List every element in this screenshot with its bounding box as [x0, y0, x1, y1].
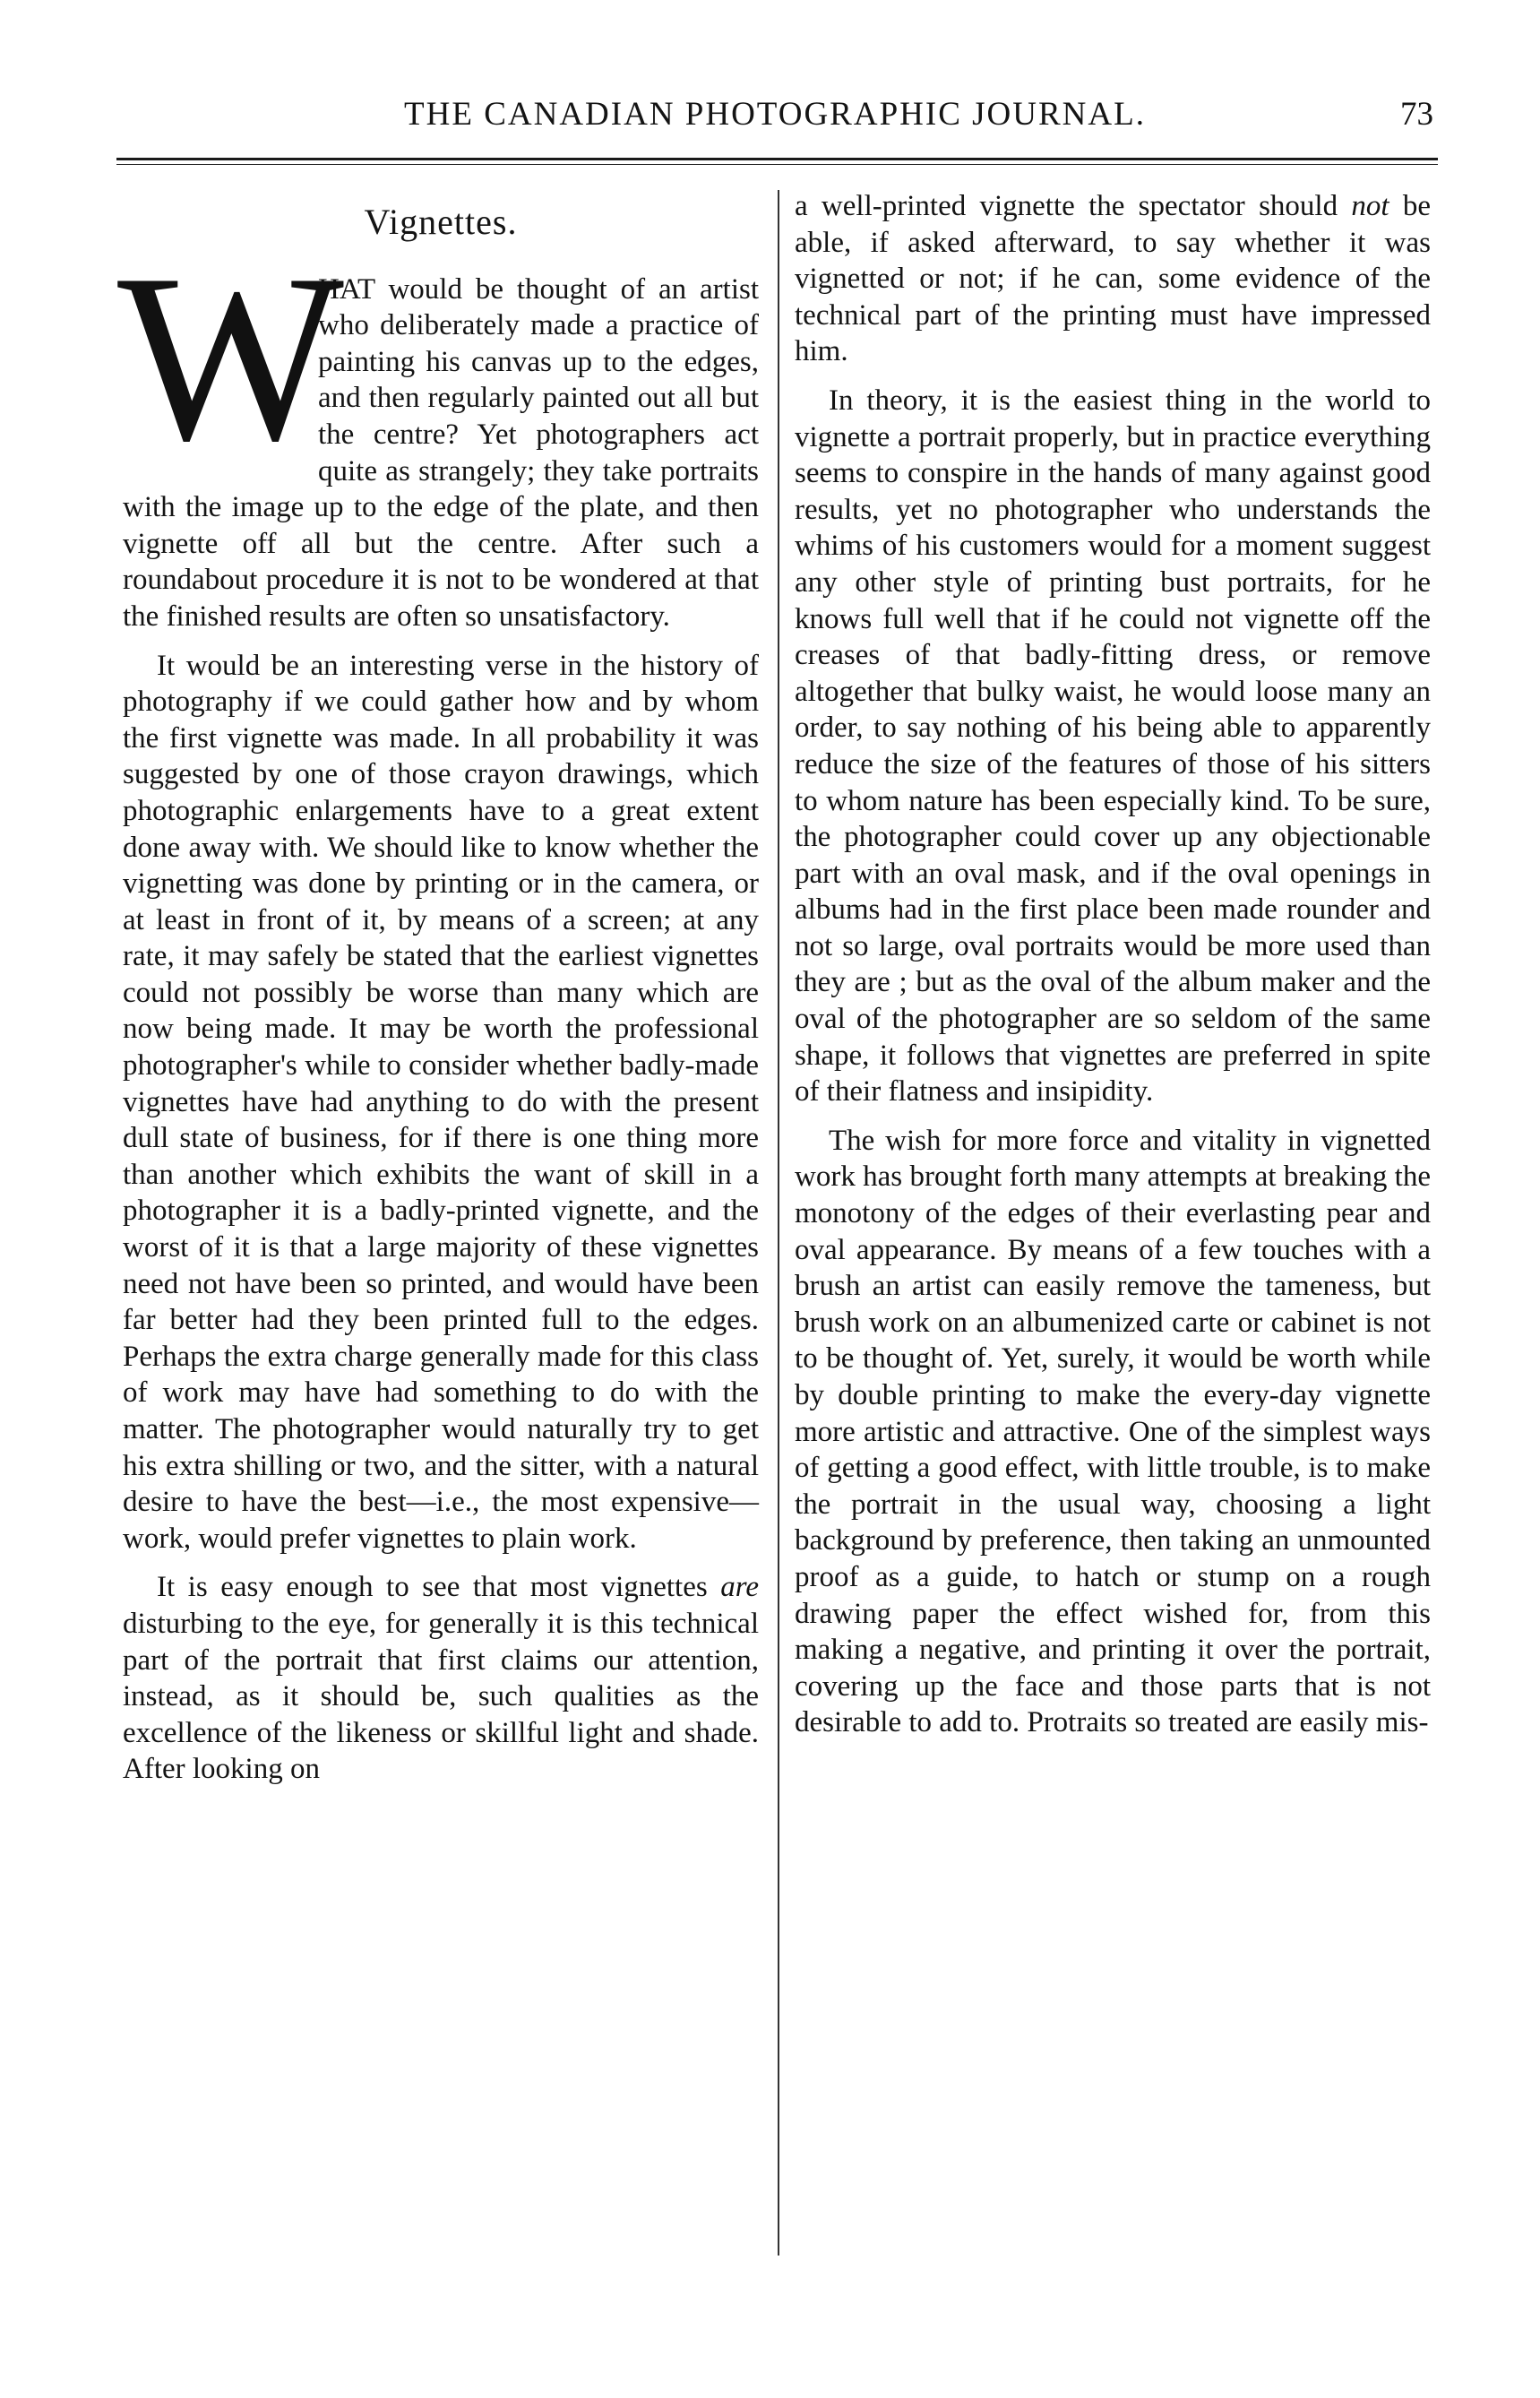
paragraph-4-before: a well-printed vignette the spectator should: [795, 190, 1352, 222]
paragraph-4-after: be able, if asked afterward, to say whether it was vignetted or not; if he can, some evidence of the technical part of the printing must have impressed him.: [795, 190, 1431, 368]
paragraph-5: In theory, it is the easiest thing in the world to vignette a portrait properly, but in practice everything seems to conspire in the hands of many against good results, yet no photographer who understands the whims of his customers would for a moment suggest any other style of printing bust portraits, for he knows full well that if he could not vignette off the creases of that badly-fitting dress, or remove altogether that bulky waist, he would loose many an order, to say nothing of his being able to apparently reduce the size of the features of those of his sitters to whom nature has been especially kind. To be sure, the photographer could cover up any objectionable part with an oval mask, and if the oval openings in albums had in the first place been made rounder and not so large, oval portraits would be more used than they are ; but as the oval of the album maker and the oval of the photographer are so seldom of the same shape, it follows that vignettes are preferred in spite of their flatness and insipidity.: [795, 384, 1431, 1108]
header-rule: [116, 158, 1438, 160]
left-column: [117, 188, 759, 1800]
article-title: Vignettes.: [364, 202, 518, 242]
column-divider: [778, 190, 779, 2256]
paragraph-3-after: disturbing to the eye, for generally it is this technical part of the portrait that first claims our attention, instead, as it should be, such qualities as the excellence of the likeness or skillful light and shade. After looking on: [123, 1607, 759, 1786]
paragraph-3: [123, 1569, 759, 1788]
paragraph-2: It would be an interesting verse in the history of photography if we could gather how and by whom the first vignette was made. In all probability it was suggested by one of those crayon drawings, which photographic enlargements have to a great extent done away with. We should like to know whether the vignetting was done by printing or in the camera, or at least in front of it, by means of a screen; at any rate, it may safely be stated that the earliest vignettes could not possibly be worse than many which are now being made. It may be worth the professional photographer's while to consider whether badly-made vignettes have had anything to do with the present dull state of business, for if there is one thing more than another which exhibits the want of skill in a photographer it is a badly-printed vignette, and the worst of it is that a large majority of these vignettes need not have been so printed, and would have been far better had they been printed full to the edges. Perhaps the extra charge generally made for this class of work may have had something to do with the matter. The photographer would naturally try to get his extra shilling or two, and the sitter, with a natural desire to have the best—i.e., the most expensive—work, would prefer vignettes to plain work.: [123, 649, 759, 1555]
header-rule-thin: [116, 164, 1438, 165]
paragraph-3-before: It is easy enough to see that most vignettes: [157, 1571, 721, 1604]
running-head: THE CANADIAN PHOTOGRAPHIC JOURNAL.: [404, 96, 1146, 133]
drop-cap: [117, 223, 344, 490]
paragraph-1: [117, 223, 759, 635]
paragraph-1-text: HAT would be thought of an artist who deliberately made a practice of painting his canvas up to the edges, and then regularly painted out all but the centre? Yet photographers act quite as strangely; they take portraits with the image up to the edge of the plate, and then vignette off all but the centre. After such a roundabout procedure it is not to be wondered at that the finished results are often so unsatisfactory.: [123, 272, 759, 633]
paragraph-4-emphasis: not: [1351, 190, 1389, 222]
page-header: [116, 82, 1433, 136]
drop-cap-letter: W: [117, 223, 344, 490]
right-column: [795, 188, 1431, 1754]
paragraph-3-emphasis: are: [720, 1571, 759, 1604]
page-number: 73: [1400, 96, 1433, 133]
paragraph-6: The wish for more force and vitality in vignetted work has brought forth many attempts at breaking the monotony of the edges of their everlasting pear and oval appearance. By means of a few touches with a brush an artist can easily remove the tameness, but brush work on an albumenized carte or cabinet is not to be thought of. Yet, surely, it would be worth while by double printing to make the every-day vignette more artistic and attractive. One of the simplest ways of getting a good effect, with little trouble, is to make the portrait in the usual way, choosing a light background by preference, then taking an unmounted proof as a guide, to hatch or stump on a rough drawing paper the effect wished for, from this making a negative, and printing it over the portrait, covering up the face and those parts that is not desirable to add to. Protraits so treated are easily mis-: [795, 1124, 1431, 1739]
paragraph-4: [795, 188, 1431, 370]
